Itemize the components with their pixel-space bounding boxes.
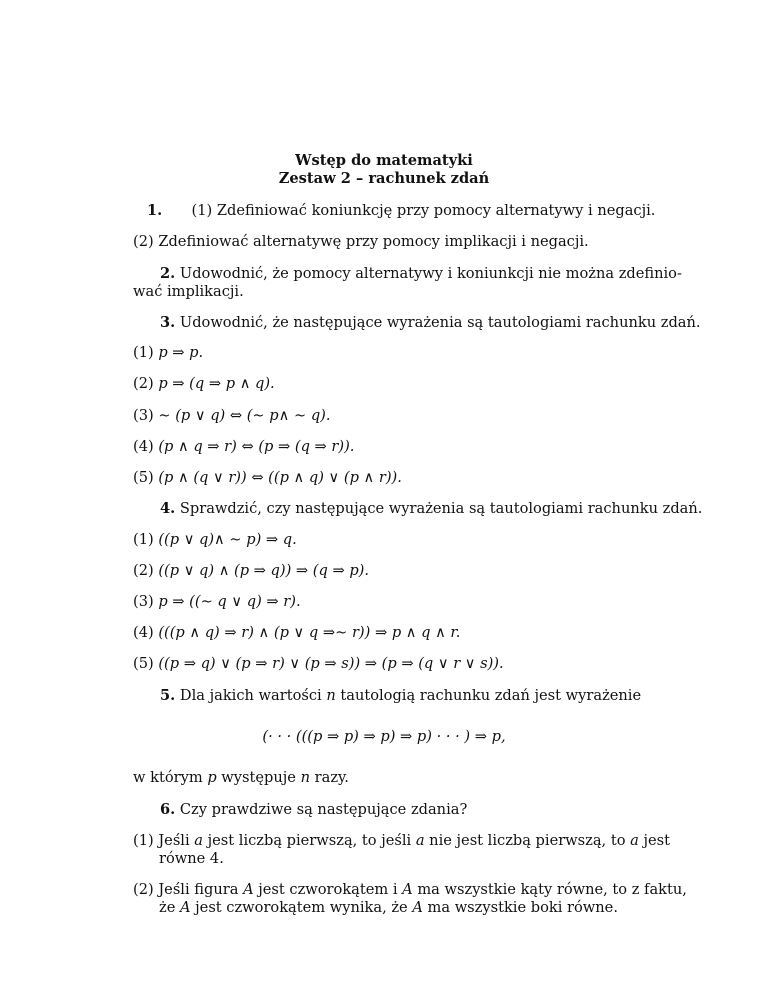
problem-number: 1.	[147, 202, 163, 219]
problem-number: 2.	[160, 265, 176, 282]
text-fragment: jest	[638, 832, 670, 849]
problem-number: 6.	[160, 801, 176, 818]
text-fragment: jest czworokątem wynika, że	[190, 899, 413, 916]
problem-3-item-2	[133, 375, 275, 393]
variable-n: n	[300, 769, 310, 786]
item-label: (3)	[133, 407, 154, 424]
item-label: (1)	[133, 832, 154, 849]
problem-2	[160, 265, 682, 283]
text-fragment: występuje	[216, 769, 301, 786]
item-label: (4)	[133, 438, 154, 455]
text-fragment: Jeśli	[158, 832, 195, 849]
problem-text: Udowodnić, że następujące wyrażenia są tautologiami rachunku zdań.	[179, 314, 701, 331]
variable-A: A	[412, 899, 423, 916]
problem-4-item-1	[133, 531, 297, 549]
variable-a: a	[194, 832, 203, 849]
problem-6-item-2-continuation	[159, 899, 618, 917]
text-fragment: że	[159, 899, 180, 916]
item-formula: ((p ∨ q) ∧ (p ⇒ q)) ⇒ (q ⇒ p).	[158, 562, 370, 579]
problem-text: Dla jakich wartości	[179, 687, 327, 704]
item-label: (3)	[133, 593, 154, 610]
text-fragment: ma wszystkie boki równe.	[422, 899, 618, 916]
problem-4-item-5	[133, 655, 504, 673]
variable-a: a	[630, 832, 639, 849]
item-label: (1)	[133, 344, 154, 361]
document-title: Wstęp do matematyki	[295, 152, 473, 169]
item-formula: ((p ∨ q)∧ ∼ p) ⇒ q.	[158, 531, 297, 548]
problem-2-continuation: wać implikacji.	[133, 283, 244, 300]
problem-4	[160, 500, 702, 518]
problem-3-item-1	[133, 344, 203, 362]
problem-text: Udowodnić, że pomocy alternatywy i koniunkcji nie można zdefinio-	[179, 265, 682, 282]
problem-number: 5.	[160, 687, 176, 704]
variable-a: a	[415, 832, 425, 849]
problem-6-item-1	[133, 832, 670, 850]
problem-text: Sprawdzić, czy następujące wyrażenia są tautologiami rachunku zdań.	[179, 500, 703, 517]
item-formula: (p ∧ (q ∨ r)) ⇔ ((p ∧ q) ∨ (p ∧ r)).	[158, 469, 402, 486]
variable-A: A	[243, 881, 254, 898]
text-fragment: nie jest liczbą pierwszą, to	[424, 832, 631, 849]
item-formula: p ⇒ p.	[158, 344, 204, 361]
text-fragment: razy.	[310, 769, 349, 786]
problem-3	[160, 314, 701, 332]
problem-6-item-2	[133, 881, 687, 899]
item-label: (5)	[133, 469, 154, 486]
problem-6	[160, 801, 467, 819]
text-fragment: jest liczbą pierwszą, to jeśli	[202, 832, 416, 849]
item-label: (1)	[133, 531, 154, 548]
item-formula: (((p ∧ q) ⇒ r) ∧ (p ∨ q ⇒∼ r)) ⇒ p ∧ q ∧ r.	[158, 624, 461, 641]
variable-p: p	[207, 769, 217, 786]
text-fragment: jest czworokątem i	[253, 881, 403, 898]
variable-A: A	[179, 899, 191, 916]
problem-number: 3.	[160, 314, 176, 331]
problem-4-item-2	[133, 562, 369, 580]
variable-A: A	[402, 881, 413, 898]
problem-5-continuation	[133, 769, 349, 787]
text-fragment: Jeśli figura	[158, 881, 244, 898]
item-formula: (p ∧ q ⇒ r) ⇔ (p ⇒ (q ⇒ r)).	[158, 438, 355, 455]
item-text: Zdefiniować koniunkcję przy pomocy alternatywy i negacji.	[216, 202, 656, 219]
item-formula: p ⇒ (q ⇒ p ∧ q).	[158, 375, 275, 392]
problem-4-item-4	[133, 624, 460, 642]
problem-5	[160, 687, 641, 705]
display-formula: (· · · (((p ⇒ p) ⇒ p) ⇒ p) · · · ) ⇒ p,	[262, 728, 506, 745]
text-fragment: ma wszystkie kąty równe, to z faktu,	[412, 881, 687, 898]
item-label: (2)	[133, 375, 154, 392]
problem-6-item-1-continuation: równe 4.	[159, 850, 224, 867]
problem-1-item-2	[133, 233, 589, 251]
item-label: (2)	[133, 881, 154, 898]
item-label: (2)	[133, 562, 154, 579]
item-label: (2)	[133, 233, 154, 250]
problem-number: 4.	[160, 500, 176, 517]
item-formula: ((p ⇒ q) ∨ (p ⇒ r) ∨ (p ⇒ s)) ⇒ (p ⇒ (q ∨ r ∨ s)).	[158, 655, 504, 672]
problem-3-item-3	[133, 407, 331, 425]
item-label: (5)	[133, 655, 154, 672]
text-fragment: w którym	[133, 769, 208, 786]
problem-text: Czy prawdziwe są następujące zdania?	[179, 801, 468, 818]
item-label: (4)	[133, 624, 154, 641]
problem-1	[147, 202, 655, 220]
item-formula: p ⇒ ((∼ q ∨ q) ⇒ r).	[158, 593, 301, 610]
problem-3-item-5	[133, 469, 402, 487]
problem-4-item-3	[133, 593, 301, 611]
item-formula: ∼ (p ∨ q) ⇔ (∼ p∧ ∼ q).	[158, 407, 331, 424]
problem-text: tautologią rachunku zdań jest wyrażenie	[335, 687, 642, 704]
document-subtitle: Zestaw 2 – rachunek zdań	[278, 170, 490, 187]
item-text: Zdefiniować alternatywę przy pomocy implikacji i negacji.	[158, 233, 589, 250]
item-label: (1)	[191, 202, 213, 219]
problem-3-item-4	[133, 438, 354, 456]
variable-n: n	[326, 687, 336, 704]
